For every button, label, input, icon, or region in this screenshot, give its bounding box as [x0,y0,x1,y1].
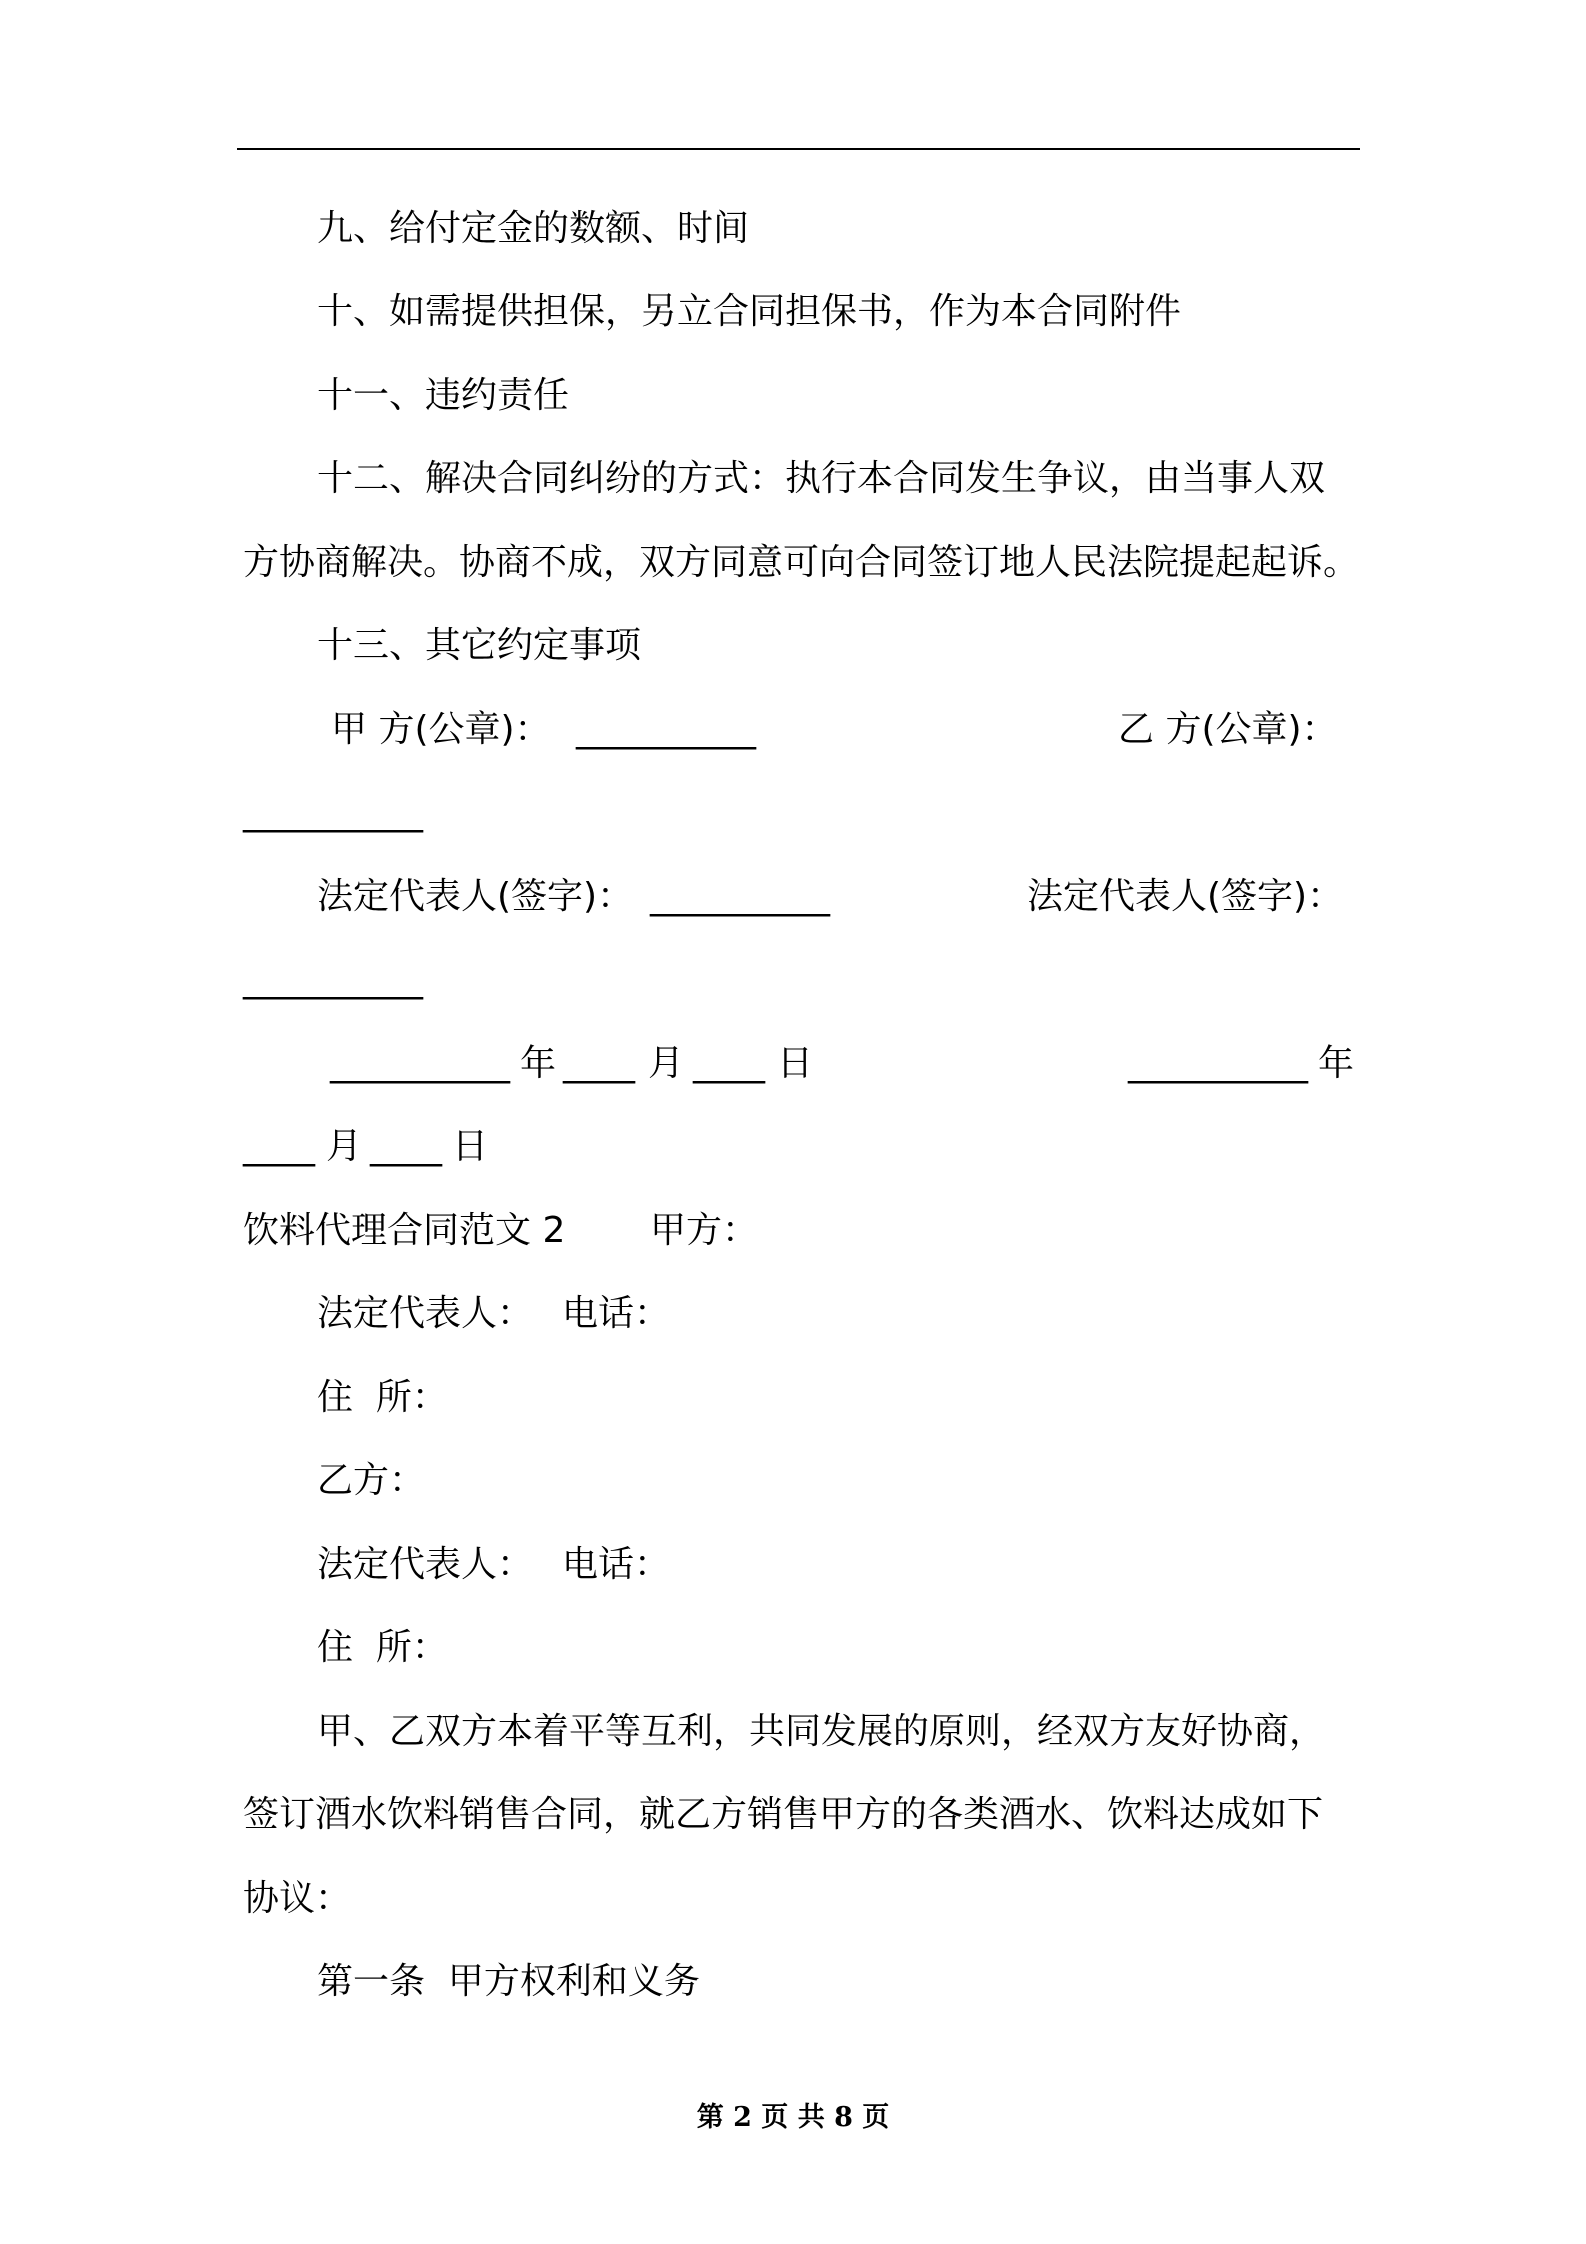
party-a-label: 甲方： [650,1210,759,1251]
article-1-heading: 第一条 甲方权利和义务 [317,1961,700,2002]
party-a-seal-blank: __________ [576,709,756,750]
clause-12-line-2: 方协商解决。协商不成，双方同意可向合同签订地人民法院提起起诉。 [243,542,1360,583]
contract-2-title: 饮料代理合同范文 2 [243,1210,566,1251]
date-a-year-blank: __________ [330,1043,510,1084]
party-b-seal-label: 乙 方(公章)： [1118,709,1338,750]
date-b-month: 月 [326,1126,363,1167]
party-a-seal-label: 甲 方(公章)： [331,709,551,750]
date-b-year: 年 [1318,1043,1355,1084]
party-b-seal-blank: __________ [243,792,423,833]
clause-13: 十三、其它约定事项 [317,625,642,666]
date-a-day: 日 [777,1043,814,1084]
party-a-rep-label: 法定代表人： [317,1293,534,1334]
clause-9: 九、给付定金的数额、时间 [317,208,750,249]
party-b-label: 乙方： [317,1460,426,1501]
rep-b-blank: __________ [243,959,423,1000]
page-footer: 第 2 页 共 8 页 [696,2102,890,2133]
party-a-address-label: 住 所： [317,1377,448,1418]
preamble-line-2: 签订酒水饮料销售合同，就乙方销售甲方的各类酒水、饮料达成如下 [243,1794,1324,1835]
party-b-rep-label: 法定代表人： [317,1544,534,1585]
date-a-month-blank: ____ [563,1043,635,1084]
date-b-day: 日 [452,1126,489,1167]
preamble-line-1: 甲、乙双方本着平等互利，共同发展的原则，经双方友好协商， [317,1711,1326,1752]
date-a-month: 月 [648,1043,685,1084]
party-a-phone-label: 电话： [562,1293,671,1334]
clause-11: 十一、违约责任 [317,375,570,416]
date-b-year-blank: __________ [1128,1043,1308,1084]
rep-b-label: 法定代表人(签字)： [1027,876,1344,917]
rep-a-label: 法定代表人(签字)： [317,876,634,917]
date-a-year: 年 [520,1043,557,1084]
party-b-phone-label: 电话： [562,1544,671,1585]
header-rule [237,148,1360,150]
preamble-line-3: 协议： [243,1878,352,1919]
rep-a-blank: __________ [650,876,830,917]
date-a-day-blank: ____ [693,1043,765,1084]
party-b-address-label: 住 所： [317,1627,448,1668]
clause-10: 十、如需提供担保，另立合同担保书，作为本合同附件 [317,291,1182,332]
date-b-month-blank: ____ [243,1126,315,1167]
clause-12-line-1: 十二、解决合同纠纷的方式：执行本合同发生争议，由当事人双 [317,458,1326,499]
date-b-day-blank: ____ [370,1126,442,1167]
